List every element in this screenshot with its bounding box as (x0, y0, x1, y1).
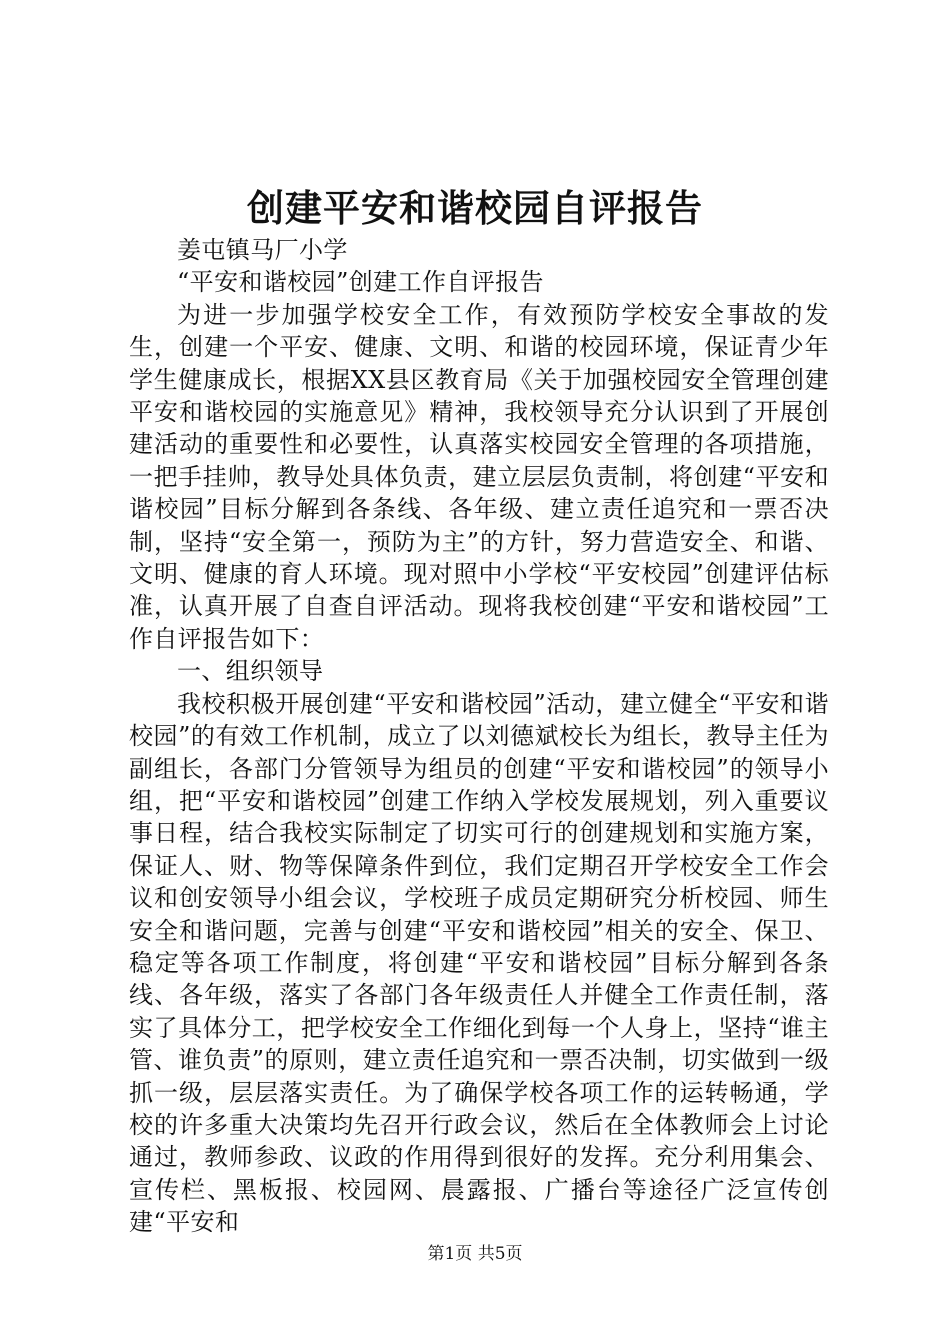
page-footer: 第1页 共5页 (427, 1244, 523, 1264)
section-paragraph: 我校积极开展创建“平安和谐校园”活动，建立健全“平安和谐校园”的有效工作机制，成立了以刘德斌校长为组长，教导主任为副组长，各部门分管领导为组员的创建“平安和谐校园”的领导小组，把“平安和谐校园”创建工作纳入学校发展规划，列入重要议事日程，结合我校实际制定了切实可行的创建规划和实施方案，保证人、财、物等保障条件到位，我们定期召开学校安全工作会议和创安领导小组会议，学校班子成员定期研究分析校园、师生安全和谐问题，完善与创建“平安和谐校园”相关的安全、保卫、稳定等各项工作制度，将创建“平安和谐校园”目标分解到各条线、各年级，落实了各部门各年级责任人并健全工作责任制，落实了具体分工，把学校安全工作细化到每一个人身上，坚持“谁主管、谁负责”的原则，建立责任追究和一票否决制，切实做到一级抓一级，层层落实责任。为了确保学校各项工作的运转畅通，学校的许多重大决策均先召开行政会议，然后在全体教师会上讨论通过，教师参政、议政的作用得到很好的发挥。充分利用集会、宣传栏、黑板报、校园网、晨露报、广播台等途径广泛宣传创建“平安和 (129, 689, 829, 1237)
school-name-line: 姜屯镇马厂小学 (177, 236, 348, 264)
document-title: 创建平安和谐校园自评报告 (247, 186, 703, 230)
report-subtitle-line: “平安和谐校园”创建工作自评报告 (177, 268, 544, 297)
intro-paragraph: 为进一步加强学校安全工作，有效预防学校安全事故的发生，创建一个平安、健康、文明、和谐的校园环境，保证青少年学生健康成长，根据XX县区教育局《关于加强校园安全管理创建平安和谐校园的实施意见》精神，我校领导充分认识到了开展创建活动的重要性和必要性，认真落实校园安全管理的各项措施，一把手挂帅，教导处具体负责，建立层层负责制，将创建“平安和谐校园”目标分解到各条线、各年级、建立责任追究和一票否决制，坚持“安全第一，预防为主”的方针，努力营造安全、和谐、文明、健康的育人环境。现对照中小学校“平安校园”创建评估标准，认真开展了自查自评活动。现将我校创建“平安和谐校园”工作自评报告如下： (129, 300, 829, 653)
section-heading: 一、组织领导 (177, 657, 324, 686)
document-body (129, 234, 829, 1239)
